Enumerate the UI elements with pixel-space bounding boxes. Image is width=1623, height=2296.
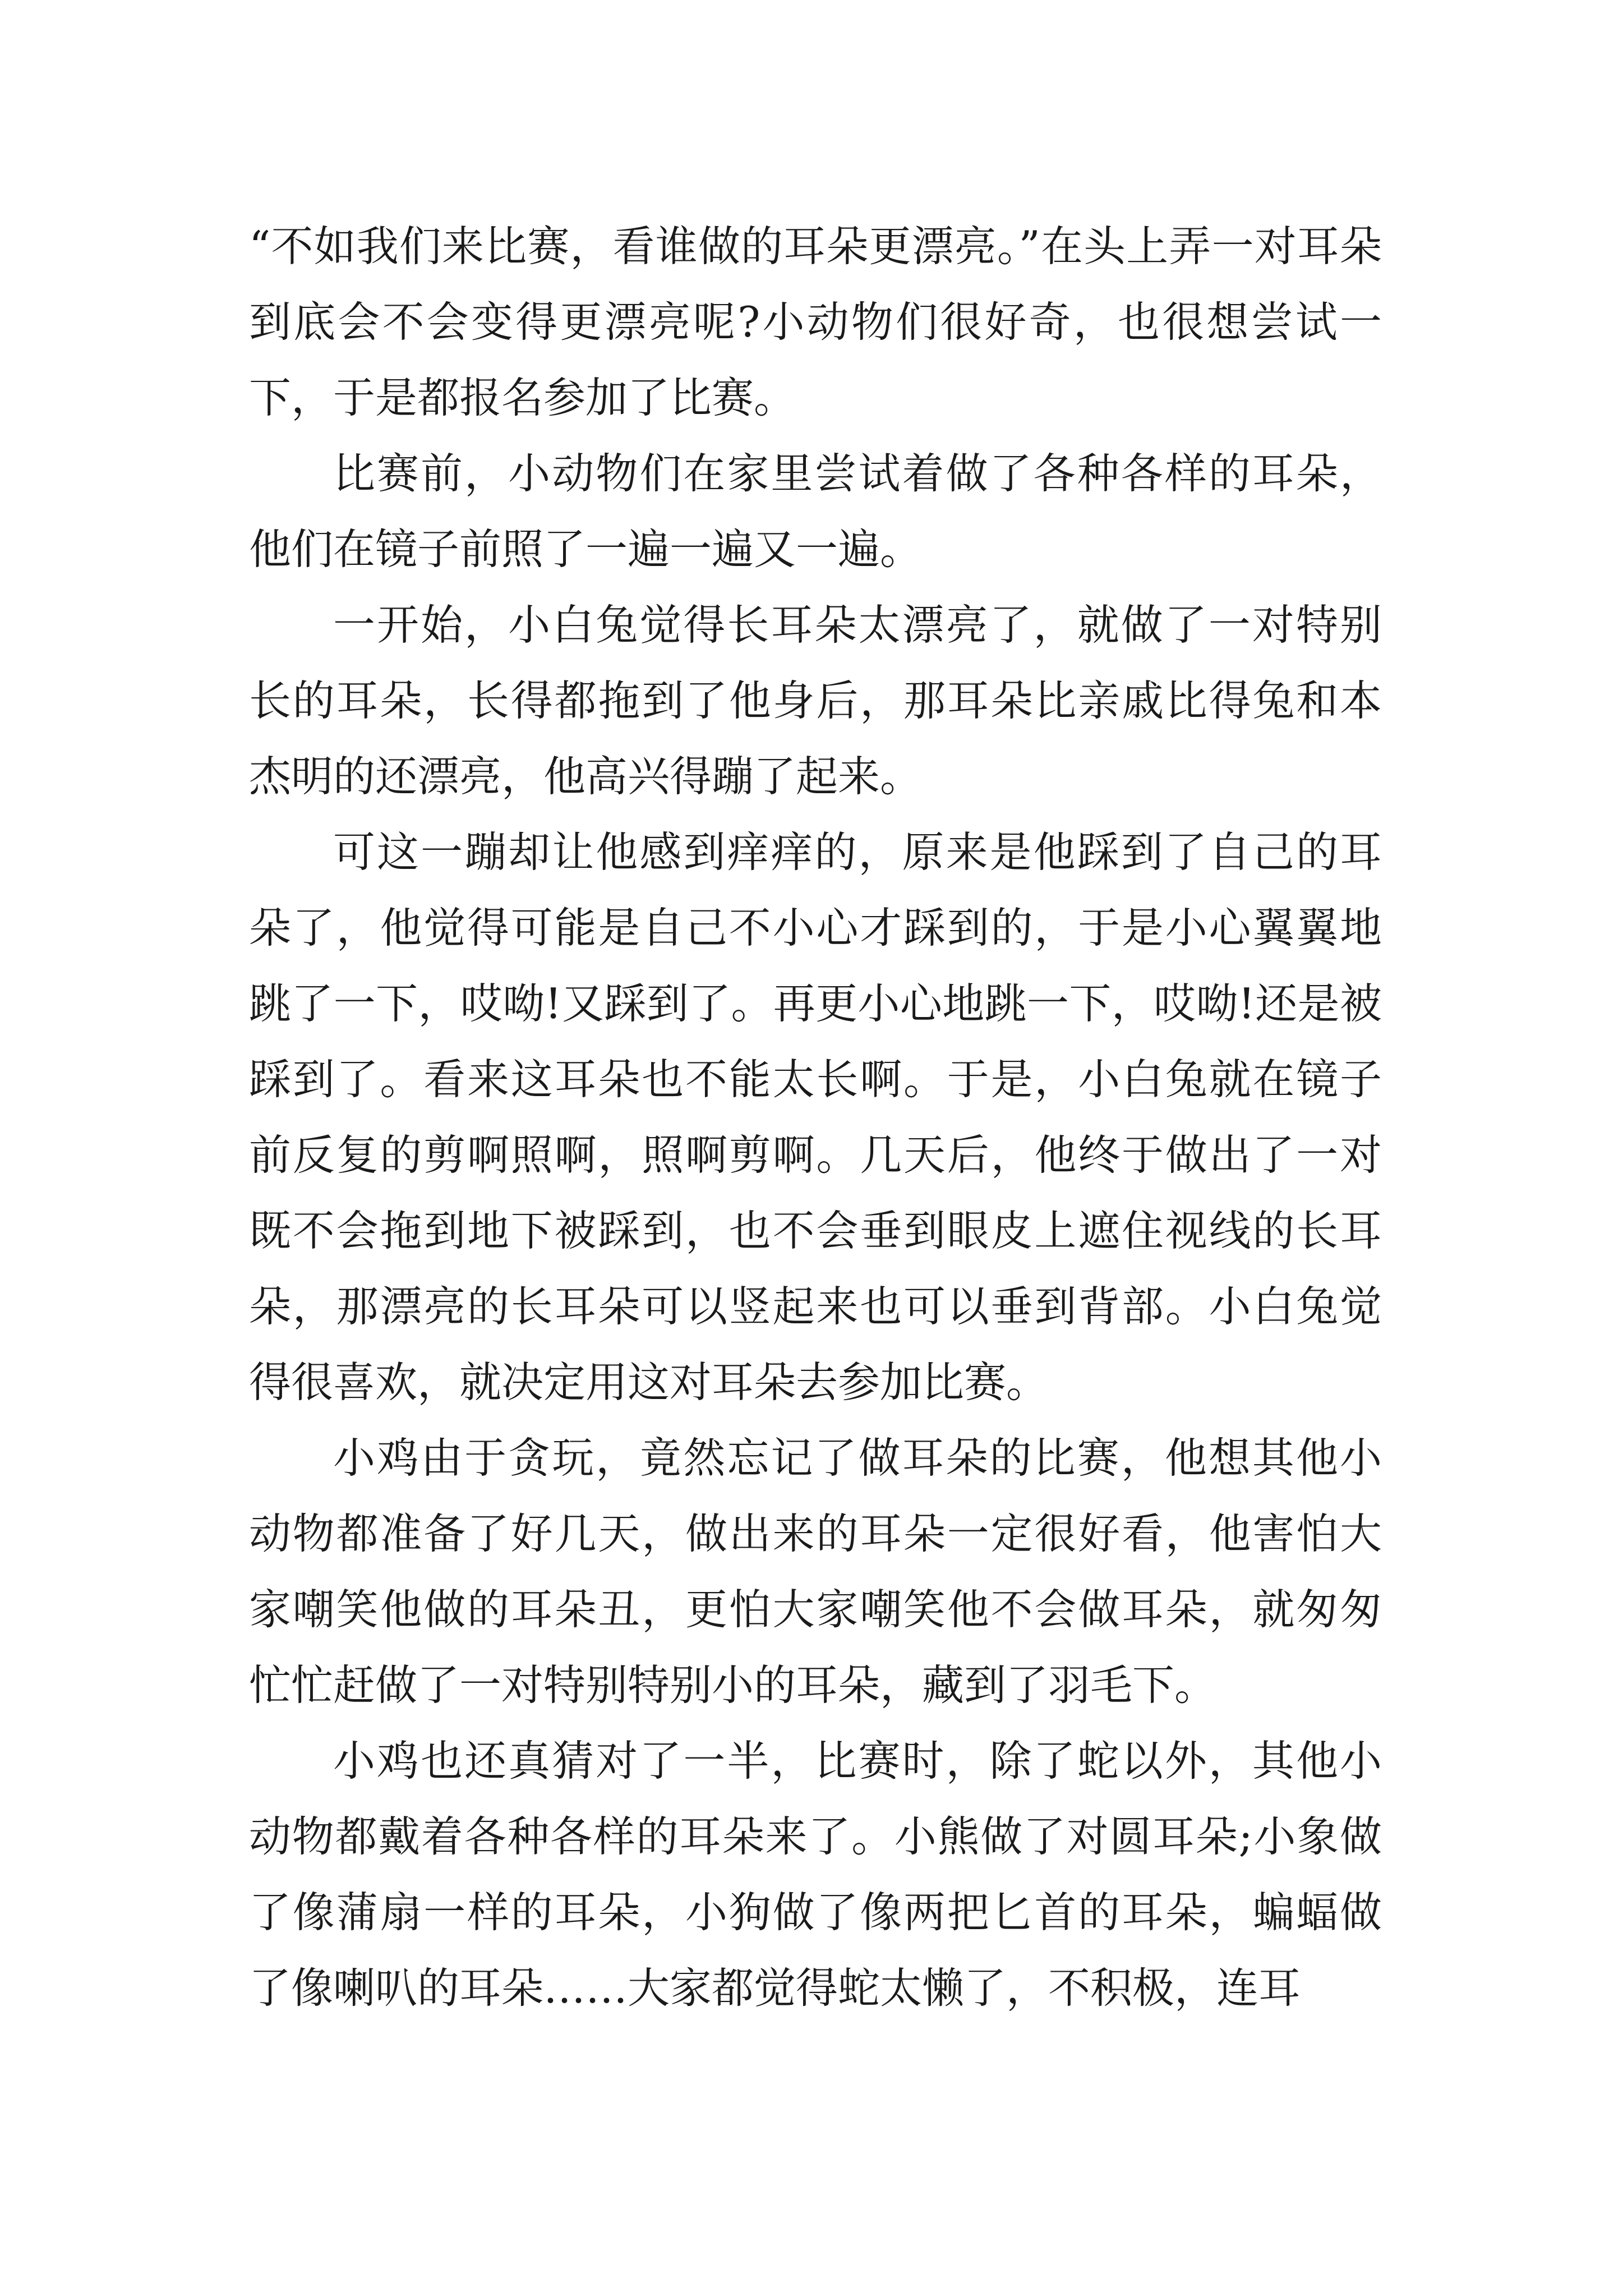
paragraph-2: 比赛前，小动物们在家里尝试着做了各种各样的耳朵，他们在镜子前照了一遍一遍又一遍。	[249, 449, 1382, 574]
paragraph-6: 小鸡也还真猜对了一半，比赛时，除了蛇以外，其他小动物都戴着各种各样的耳朵来了。小熊做了对圆耳朵;小象做了像蒲扇一样的耳朵，小狗做了像两把匕首的耳朵，蝙蝠做了像喇叭的耳朵……大家都觉得蛇太懒了，不积极，连耳	[249, 1736, 1382, 2013]
paragraph-5: 小鸡由于贪玩，竟然忘记了做耳朵的比赛，他想其他小动物都准备了好几天，做出来的耳朵一定很好看，他害怕大家嘲笑他做的耳朵丑，更怕大家嘲笑他不会做耳朵，就匆匆忙忙赶做了一对特别特别小的耳朵，藏到了羽毛下。	[249, 1433, 1382, 1710]
paragraph-3: 一开始，小白兔觉得长耳朵太漂亮了，就做了一对特别长的耳朵，长得都拖到了他身后，那耳朵比亲戚比得兔和本杰明的还漂亮，他高兴得蹦了起来。	[249, 600, 1382, 801]
document-body	[249, 209, 1382, 2026]
paragraph-4: 可这一蹦却让他感到痒痒的，原来是他踩到了自己的耳朵了，他觉得可能是自己不小心才踩到的，于是小心翼翼地跳了一下，哎呦!又踩到了。再更小心地跳一下，哎呦!还是被踩到了。看来这耳朵也不能太长啊。于是，小白兔就在镜子前反复的剪啊照啊，照啊剪啊。几天后，他终于做出了一对既不会拖到地下被踩到，也不会垂到眼皮上遮住视线的长耳朵，那漂亮的长耳朵可以竖起来也可以垂到背部。小白兔觉得很喜欢，就决定用这对耳朵去参加比赛。	[249, 827, 1382, 1407]
paragraph-1: “不如我们来比赛，看谁做的耳朵更漂亮。”在头上弄一对耳朵到底会不会变得更漂亮呢?小动物们很好奇，也很想尝试一下，于是都报名参加了比赛。	[249, 222, 1382, 422]
